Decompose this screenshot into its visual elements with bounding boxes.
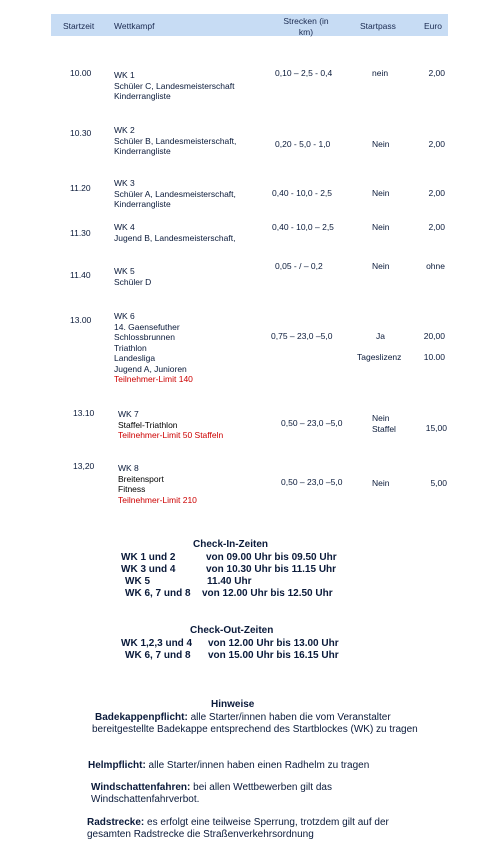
row-distance: 0,50 – 23,0 –5,0 [281, 477, 343, 487]
row-startpass: Nein Staffel [372, 413, 396, 434]
row-time: 13.00 [70, 315, 92, 325]
row-time: 11.40 [70, 270, 91, 280]
row-startpass: Nein [372, 188, 390, 198]
row-event: WK 7 Staffel-Triathlon Teilnehmer-Limit 50 Staffeln [118, 409, 224, 440]
row-distance: 0,40 - 10,0 - 2,5 [272, 188, 333, 198]
row-startpass: Nein [372, 261, 390, 271]
checkout-table [121, 638, 339, 662]
note-windschatten: Windschattenfahren: bei allen Wettbewerben gilt das Windschattenfahrverbot. [91, 782, 332, 805]
checkin-title: Check-In-Zeiten [193, 539, 269, 550]
checkin-table [121, 552, 337, 600]
row-event: WK 6 14. Gaensefuther Schlossbrunnen Triathlon Landesliga Jugend A, Junioren Teilnehmer-Limit 140 [114, 311, 193, 384]
row-euro: 15,00 [425, 423, 447, 433]
row-event: WK 4 Jugend B, Landesmeisterschaft, [114, 222, 236, 243]
row-time: 13,20 [73, 461, 95, 471]
row-startpass: nein [372, 68, 389, 78]
header-strecken: Strecken (in km) [283, 16, 329, 37]
row-event: WK 5 Schüler D [114, 266, 152, 287]
participant-limit: Teilnehmer-Limit 50 Staffeln [118, 430, 224, 440]
row-euro: 20,00 [423, 331, 445, 341]
row-euro: 2,00 [428, 68, 445, 78]
row-startpass: Nein [372, 478, 390, 488]
row-distance: 0,05 - / – 0,2 [275, 261, 323, 271]
row-distance: 0,10 – 2,5 - 0,4 [275, 68, 333, 78]
row-distance: 0,40 - 10,0 – 2,5 [272, 222, 334, 232]
row-distance: 0,50 – 23,0 –5,0 [281, 418, 343, 428]
row-time: 13.10 [73, 408, 95, 418]
participant-limit: Teilnehmer-Limit 210 [118, 494, 197, 505]
note-radstrecke: Radstrecke: es erfolgt eine teilweise Sperrung, trotzdem gilt auf der gesamten Radstrecke die Straßenverkehrsordnung [87, 817, 389, 840]
checkin-row: WK 1 und 2 von 09.00 Uhr bis 09.50 Uhr [121, 552, 337, 563]
row-time: 10.00 [70, 68, 92, 78]
header-startzeit: Startzeit [63, 21, 95, 31]
row-event: WK 8 Breitensport Fitness Teilnehmer-Limit 210 [118, 463, 197, 505]
row-startpass: Nein [372, 139, 390, 149]
checkout-row: WK 6, 7 und 8 von 15.00 Uhr bis 16.15 Uhr [125, 650, 339, 661]
table-header [51, 14, 448, 36]
note-badekappe: Badekappenpflicht: alle Starter/innen haben die vom Veranstalter bereitgestellte Badekappe entsprechend des Startblockes (WK) zu tragen [92, 712, 418, 735]
hinweise-title: Hinweise [211, 699, 255, 710]
header-startpass: Startpass [360, 21, 396, 31]
checkin-row: WK 3 und 4 von 10.30 Uhr bis 11.15 Uhr [121, 564, 337, 575]
checkin-row: WK 5 11.40 Uhr [125, 576, 252, 587]
row-event: WK 1 Schüler C, Landesmeisterschaft Kinderrangliste [114, 70, 235, 101]
row-euro-alt: 10.00 [423, 352, 445, 362]
row-time: 11.20 [70, 183, 91, 193]
note-helm: Helmpflicht: alle Starter/innen haben einen Radhelm zu tragen [88, 760, 370, 771]
row-euro: 2,00 [428, 188, 445, 198]
row-distance: 0,75 – 23,0 –5,0 [271, 331, 333, 341]
row-event: WK 2 Schüler B, Landesmeisterschaft, Kinderrangliste [114, 125, 237, 156]
checkout-row: WK 1,2,3 und 4 von 12.00 Uhr bis 13.00 Uhr [121, 638, 339, 649]
header-wettkampf: Wettkampf [114, 21, 155, 31]
row-startpass: Nein [372, 222, 390, 232]
header-euro: Euro [424, 21, 442, 31]
checkin-row: WK 6, 7 und 8 von 12.00 Uhr bis 12.50 Uhr [125, 588, 333, 599]
row-distance: 0,20 - 5,0 - 1,0 [275, 139, 331, 149]
row-event: WK 3 Schüler A, Landesmeisterschaft, Kinderrangliste [114, 178, 236, 209]
row-time: 11.30 [70, 228, 91, 238]
row-time: 10.30 [70, 128, 92, 138]
row-euro: ohne [426, 261, 445, 271]
row-startpass-alt: Tageslizenz [357, 352, 402, 362]
row-euro: 2,00 [428, 222, 445, 232]
participant-limit: Teilnehmer-Limit 140 [114, 374, 193, 384]
checkout-title: Check-Out-Zeiten [190, 625, 274, 636]
row-euro: 5,00 [430, 478, 447, 488]
row-euro: 2,00 [428, 139, 445, 149]
row-startpass: Ja [376, 331, 385, 341]
